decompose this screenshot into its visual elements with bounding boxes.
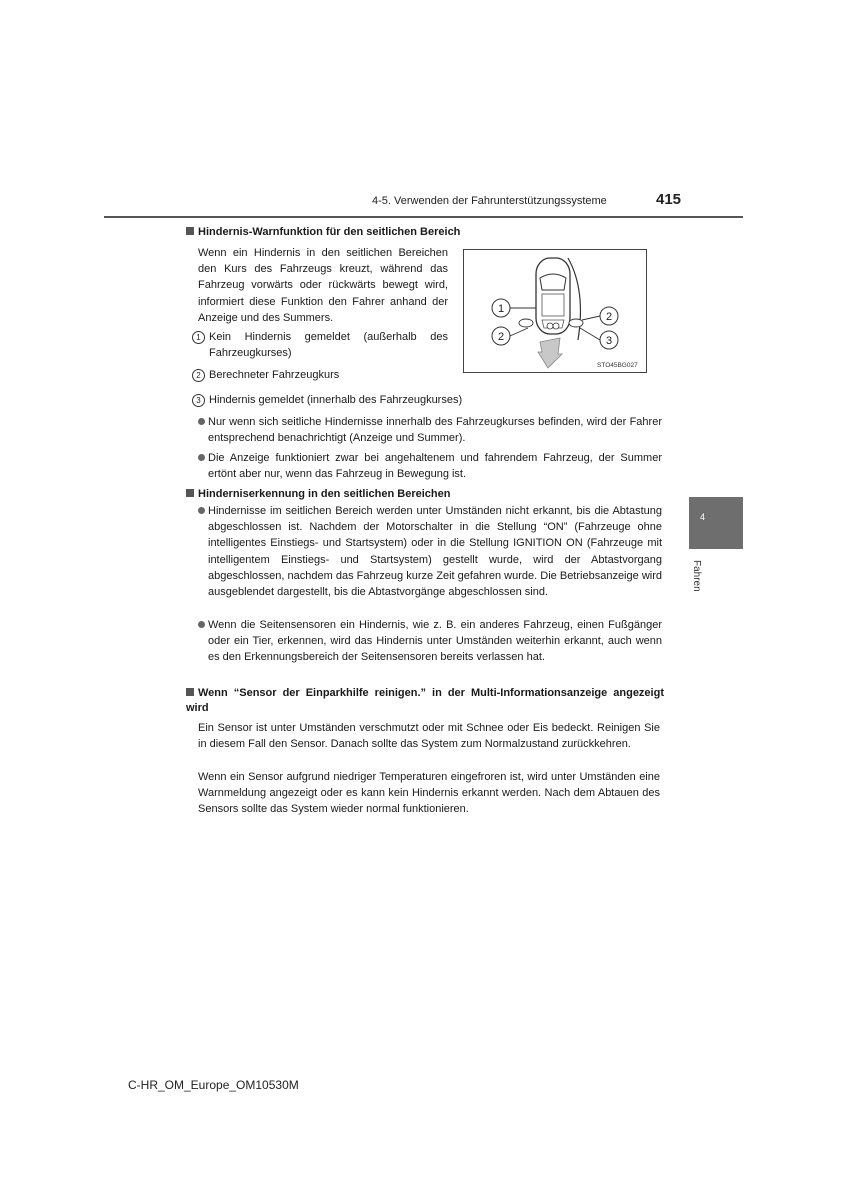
callout-label-2: 2 — [497, 331, 505, 343]
bullet-item — [198, 617, 662, 666]
legend-item-text: Hindernis gemeldet (innerhalb des Fahrzeugkurses) — [209, 394, 463, 406]
legend-item-3 — [192, 392, 652, 408]
obstacle-icon — [519, 319, 533, 327]
reverse-arrow-icon — [538, 338, 562, 368]
bullet-text: Wenn die Seitensensoren ein Hindernis, wie z. B. ein anderes Fahrzeug, einen Fußgänger oder ein Tier, erkennen, wird das Hindernis unter Umständen weiterhin erkannt, auch wenn es den Erkennungsbereich der Seitensensoren bereits verlassen hat. — [208, 619, 662, 664]
body-paragraph: Ein Sensor ist unter Umständen verschmutzt oder mit Schnee oder Eis bedeckt. Reinigen Sie in diesem Fall den Sensor. Danach sollte das System zum Normalzustand zurückkehren. — [198, 722, 660, 751]
bullet-icon — [198, 454, 205, 461]
header-rule — [104, 216, 743, 218]
bullet-item — [198, 414, 662, 446]
section-heading — [186, 686, 664, 716]
bullet-text: Die Anzeige funktioniert zwar bei angehaltenem und fahrendem Fahrzeug, der Summer ertönt aber nur, wenn das Fahrzeug in Bewegung ist. — [208, 452, 662, 481]
diagram-figure — [463, 249, 647, 373]
bullet-item — [198, 503, 662, 600]
chapter-tab — [689, 497, 743, 549]
sensor-icon — [547, 323, 553, 329]
obstacle-icon — [569, 319, 583, 327]
legend-item-text: Berechneter Fahrzeugkurs — [209, 369, 340, 381]
callout-label-2-right: 2 — [605, 311, 613, 323]
bullet-text: Nur wenn sich seitliche Hindernisse innerhalb des Fahrzeugkurses befinden, wird der Fahrer entsprechend benachrichtigt (Anzeige und Summer). — [208, 416, 662, 445]
running-header-section: 4-5. Verwenden der Fahrunterstützungssysteme — [372, 195, 607, 207]
circled-number-icon: 1 — [192, 331, 205, 344]
bullet-item — [198, 450, 662, 482]
section-heading-text: Hindernis-Warnfunktion für den seitlichen Bereich — [198, 226, 461, 238]
chapter-number: 4 — [700, 512, 706, 522]
callout-line — [580, 328, 600, 340]
roof — [542, 294, 564, 316]
chapter-title: Fahren — [691, 560, 702, 592]
page-number: 415 — [656, 191, 682, 208]
section-heading-text: Hinderniserkennung in den seitlichen Bereichen — [198, 488, 451, 500]
windshield — [540, 274, 566, 290]
footer-document-code: C-HR_OM_Europe_OM10530M — [128, 1078, 299, 1092]
circled-number-icon: 2 — [192, 369, 205, 382]
bullet-text: Hindernisse im seitlichen Bereich werden unter Umständen nicht erkannt, bis die Abtastung abgeschlossen ist. Nachdem der Motorschalter in die Stellung “ON” (Fahrzeuge ohne intelligentes Einstiegs- und Startsystem) oder in die Stellung IGNITION ON (Fahrzeuge mit intelligentem Einstiegs- und Startsystem) gestellt wurde, wird der Abtastvorgang abgeschlossen, nachdem das Fahrzeug kurze Zeit gefahren wurde. Die Betriebsanzeige wird ausgeblendet dargestellt, bis die Abtastvorgänge abgeschlossen sind. — [208, 505, 662, 599]
section-heading — [186, 225, 666, 240]
square-bullet-icon — [186, 227, 194, 235]
callout-line — [582, 316, 600, 320]
legend-item-text: Kein Hindernis gemeldet (außerhalb des Fahrzeugkurses) — [209, 331, 448, 360]
callout-label-1: 1 — [497, 303, 505, 315]
callout-label-3: 3 — [605, 335, 613, 347]
sensor-icon — [553, 323, 559, 329]
square-bullet-icon — [186, 489, 194, 497]
circled-number-icon: 3 — [192, 394, 205, 407]
bullet-icon — [198, 507, 205, 514]
bullet-icon — [198, 621, 205, 628]
body-paragraph: Wenn ein Sensor aufgrund niedriger Temperaturen eingefroren ist, wird unter Umständen eine Warnmeldung angezeigt oder es kann kein Hindernis erkannt werden. Nach dem Abtauen des Sensors sollte das System wieder normal funktionieren. — [198, 771, 660, 816]
callout-line — [510, 328, 528, 336]
legend-item-1 — [192, 329, 448, 361]
square-bullet-icon — [186, 688, 194, 696]
figure-code: STO45BG027 — [597, 362, 638, 369]
section-heading-text: Wenn “Sensor der Einparkhilfe reinigen.” in der Multi-Informationsanzeige angezeigt wird — [186, 687, 664, 714]
section-heading — [186, 487, 666, 502]
legend-item-2 — [192, 367, 448, 383]
intro-paragraph: Wenn ein Hindernis in den seitlichen Bereichen den Kurs des Fahrzeugs kreuzt, während das Fahrzeug vorwärts oder rückwärts bewegt wird, informiert diese Funktion den Fahrer anhand der Anzeige und des Summers. — [198, 247, 448, 324]
bullet-icon — [198, 418, 205, 425]
vehicle-side-sensor-diagram — [464, 250, 646, 372]
